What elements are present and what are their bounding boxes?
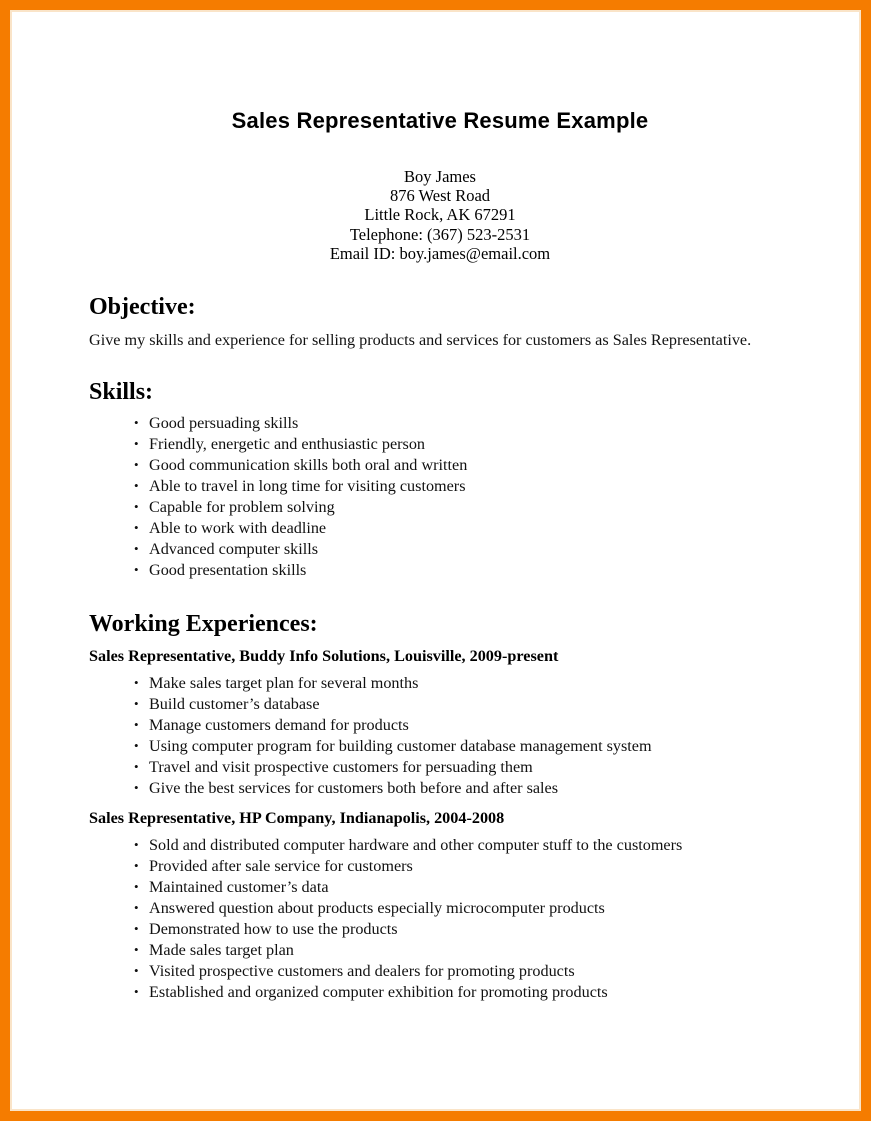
working-experiences-list — [89, 646, 791, 1003]
job-duty-item: • Build customer’s database — [89, 694, 791, 715]
job-duties-list — [89, 673, 791, 799]
contact-name: Boy James — [404, 167, 476, 186]
job-duty-item: • Using computer program for building customer database management system — [89, 736, 791, 757]
job-duties-list — [89, 835, 791, 1003]
job-entry — [89, 646, 791, 799]
job-duty-item: • Maintained customer’s data — [89, 877, 791, 898]
job-duty-item: • Give the best services for customers both before and after sales — [89, 778, 791, 799]
skill-item: • Good communication skills both oral and written — [89, 455, 791, 476]
skill-item: • Able to work with deadline — [89, 518, 791, 539]
contact-block — [89, 167, 791, 263]
job-duty-item: • Visited prospective customers and dealers for promoting products — [89, 961, 791, 982]
skill-item: • Good persuading skills — [89, 413, 791, 434]
contact-email: Email ID: boy.james@email.com — [329, 243, 551, 263]
contact-street: 876 West Road — [389, 186, 491, 206]
skill-item: • Able to travel in long time for visiting customers — [89, 476, 791, 497]
skill-item: • Advanced computer skills — [89, 539, 791, 560]
job-duty-item: • Manage customers demand for products — [89, 715, 791, 736]
skills-list — [89, 413, 791, 581]
objective-text: Give my skills and experience for selling products and services for customers as Sales Representative. — [89, 331, 752, 350]
page-title: Sales Representative Resume Example — [231, 108, 649, 133]
skill-item: • Capable for problem solving — [89, 497, 791, 518]
job-duty-item: • Provided after sale service for customers — [89, 856, 791, 877]
job-duty-item: • Made sales target plan — [89, 940, 791, 961]
job-duty-item: • Make sales target plan for several months — [89, 673, 791, 694]
contact-telephone: Telephone: (367) 523-2531 — [349, 224, 531, 244]
objective-heading: Objective: — [89, 294, 196, 321]
working-experiences-heading: Working Experiences: — [89, 610, 318, 637]
skill-item: • Friendly, energetic and enthusiastic person — [89, 434, 791, 455]
job-entry — [89, 808, 791, 1003]
resume-page — [12, 12, 859, 1109]
job-duty-item: • Travel and visit prospective customers for persuading them — [89, 757, 791, 778]
paper-inner-rim — [10, 10, 861, 1111]
skills-heading: Skills: — [89, 379, 154, 406]
skill-item: • Good presentation skills — [89, 560, 791, 581]
resume-document — [12, 12, 859, 1109]
job-title: Sales Representative, HP Company, Indianapolis, 2004-2008 — [89, 809, 505, 828]
job-duty-item: • Answered question about products especially microcomputer products — [89, 898, 791, 919]
job-duty-item: • Established and organized computer exhibition for promoting products — [89, 982, 791, 1003]
job-title: Sales Representative, Buddy Info Solutions, Louisville, 2009-present — [89, 647, 559, 666]
contact-city: Little Rock, AK 67291 — [364, 205, 516, 225]
job-duty-item: • Sold and distributed computer hardware and other computer stuff to the customers — [89, 835, 791, 856]
job-duty-item: • Demonstrated how to use the products — [89, 919, 791, 940]
